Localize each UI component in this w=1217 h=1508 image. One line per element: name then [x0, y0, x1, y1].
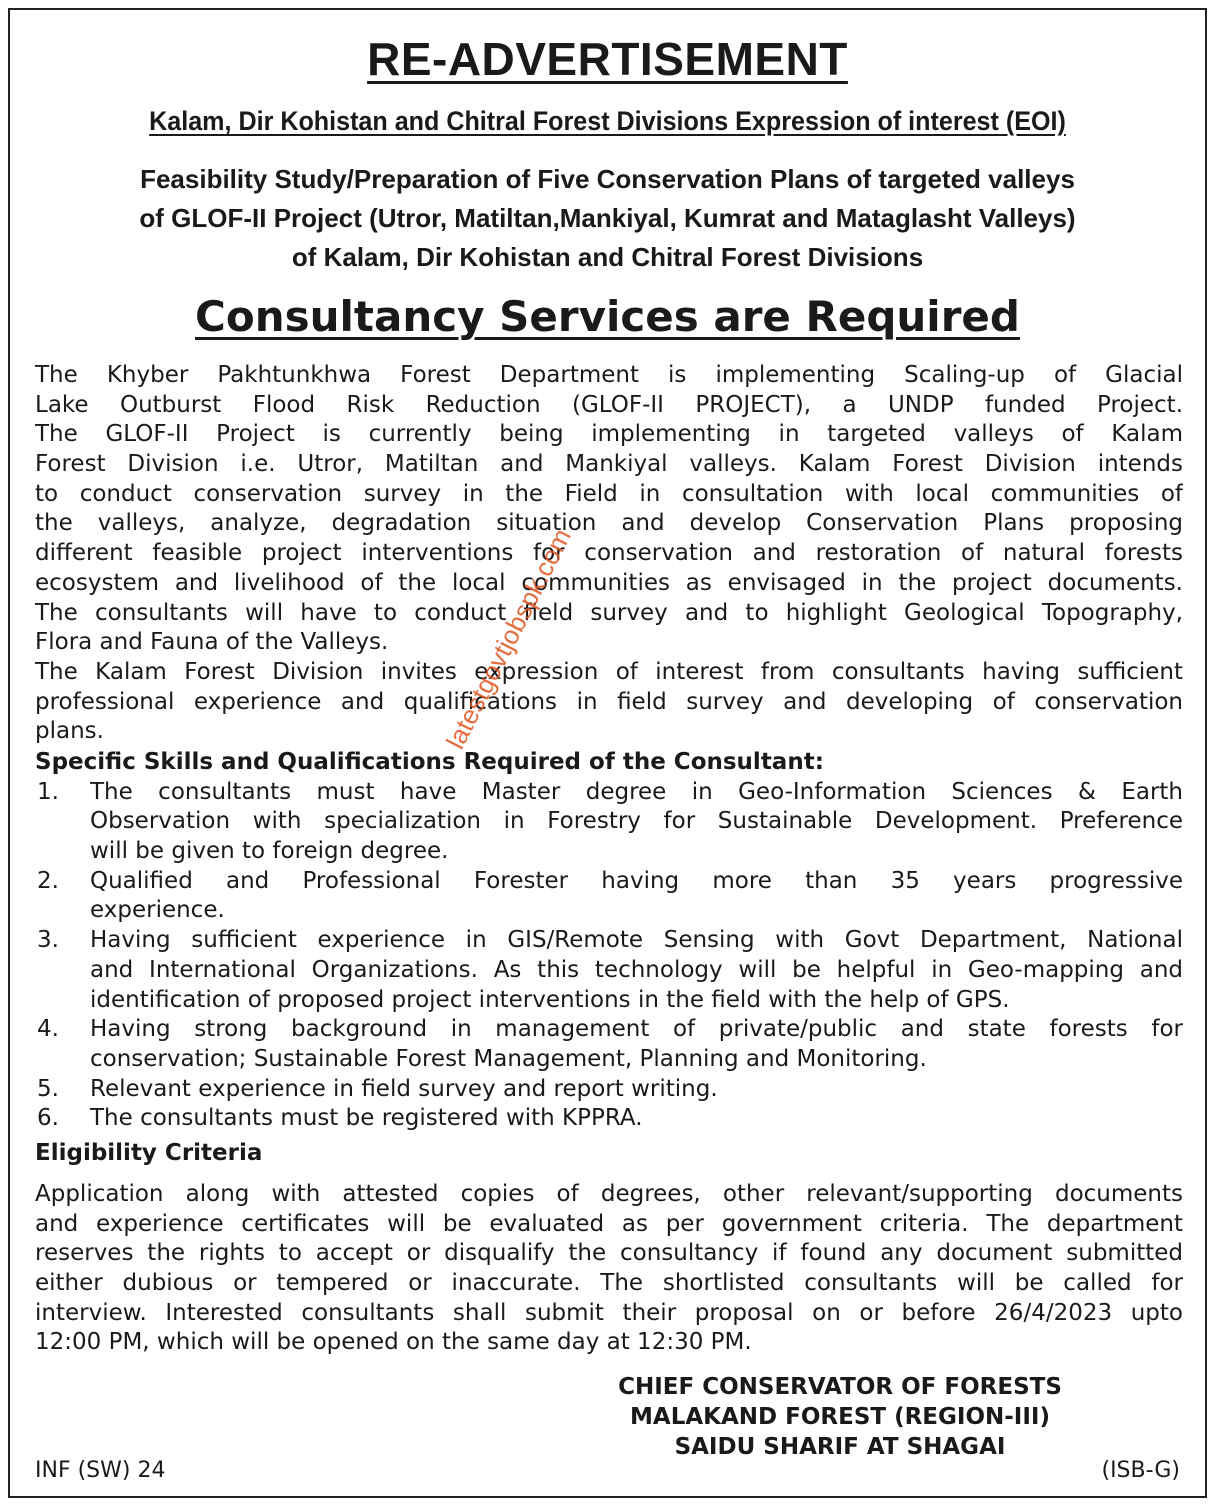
eligibility-line: reserves the rights to accept or disqualify the consultancy if found any document submitted: [35, 1240, 1183, 1267]
skills-section: [35, 748, 1183, 1134]
intro-line: The consultants will have to conduct field survey and to highlight Geological Topography,: [35, 599, 1183, 626]
list-item: [35, 1015, 1183, 1074]
item-line: and International Organizations. As this technology will be helpful in Geo-mapping and: [90, 956, 1183, 983]
item-line: Having sufficient experience in GIS/Remote Sensing with Govt Department, National: [90, 927, 1183, 954]
eligibility-line: and experience certificates will be evaluated as per government criteria. The department: [35, 1210, 1183, 1237]
advertisement-frame: [8, 8, 1207, 1498]
item-line: The consultants must have Master degree in Geo-Information Sciences & Earth: [90, 778, 1183, 805]
item-line: The consultants must be registered with KPPRA.: [90, 1105, 643, 1132]
item-number: 2.: [37, 867, 59, 894]
intro-line: the valleys, analyze, degradation situation and develop Conservation Plans proposing: [35, 510, 1183, 537]
item-line: identification of proposed project interventions in the field with the help of GPS.: [90, 986, 1010, 1013]
intro-line: The GLOF-II Project is currently being implementing in targeted valleys of Kalam: [35, 421, 1183, 448]
item-number: 1.: [37, 778, 59, 805]
item-line: Observation with specialization in Forestry for Sustainable Development. Preference: [90, 808, 1183, 835]
footer-reference: INF (SW) 24: [35, 1458, 166, 1483]
eligibility-line: 12:00 PM, which will be opened on the same day at 12:30 PM.: [35, 1329, 752, 1356]
list-item: [35, 867, 1183, 926]
invite-line: professional experience and qualifications in field survey and developing of conservation: [35, 688, 1183, 715]
item-line: Relevant experience in field survey and report writing.: [90, 1075, 718, 1102]
list-item: [35, 1075, 1183, 1105]
study-line: of GLOF-II Project (Utror, Matiltan,Mankiyal, Kumrat and Mataglasht Valleys): [139, 203, 1076, 233]
eligibility-line: either dubious or tempered or inaccurate. The shortlisted consultants will be called for: [35, 1270, 1183, 1297]
study-description: [30, 160, 1185, 277]
eligibility-paragraph: [35, 1180, 1183, 1358]
item-line: conservation; Sustainable Forest Management, Planning and Monitoring.: [90, 1045, 927, 1072]
page-title: RE-ADVERTISEMENT: [367, 33, 848, 85]
item-line: experience.: [90, 897, 225, 924]
list-item: [35, 778, 1183, 867]
study-line: of Kalam, Dir Kohistan and Chitral Forest Divisions: [291, 242, 924, 272]
intro-line: Forest Division i.e. Utror, Matiltan and Mankiyal valleys. Kalam Forest Division intends: [35, 451, 1183, 478]
footer-code: (ISB-G): [1101, 1458, 1180, 1483]
item-line: Having strong background in management of private/public and state forests for: [90, 1016, 1183, 1043]
intro-line: ecosystem and livelihood of the local communities as envisaged in the project documents.: [35, 569, 1183, 596]
subtitle: Kalam, Dir Kohistan and Chitral Forest Divisions Expression of interest (EOI): [149, 106, 1066, 136]
item-number: 6.: [37, 1105, 59, 1132]
study-line: Feasibility Study/Preparation of Five Conservation Plans of targeted valleys: [140, 164, 1075, 194]
signature-line: CHIEF CONSERVATOR OF FORESTS: [618, 1374, 1062, 1400]
intro-line: Lake Outburst Flood Risk Reduction (GLOF-II PROJECT), a UNDP funded Project.: [35, 391, 1183, 418]
item-line: Qualified and Professional Forester having more than 35 years progressive: [90, 867, 1183, 894]
item-number: 3.: [37, 927, 59, 954]
intro-line: different feasible project interventions for conservation and restoration of natural forests: [35, 540, 1183, 567]
intro-line: Flora and Fauna of the Valleys.: [35, 629, 389, 656]
item-line: will be given to foreign degree.: [90, 838, 449, 865]
invite-line: plans.: [35, 718, 104, 745]
eligibility-line: interview. Interested consultants shall submit their proposal on or before 26/4/2023 upto: [35, 1299, 1183, 1326]
item-number: 4.: [37, 1016, 59, 1043]
eligibility-line: Application along with attested copies of degrees, other relevant/supporting documents: [35, 1181, 1183, 1207]
intro-line: The Khyber Pakhtunkhwa Forest Department is implementing Scaling-up of Glacial: [35, 362, 1183, 388]
signature-line: MALAKAND FOREST (REGION-III): [630, 1404, 1050, 1430]
intro-paragraph: [35, 361, 1183, 747]
item-number: 5.: [37, 1075, 59, 1102]
intro-line: to conduct conservation survey in the Field in consultation with local communities of: [35, 480, 1183, 507]
signature-line: SAIDU SHARIF AT SHAGAI: [674, 1434, 1006, 1460]
eligibility-heading: Eligibility Criteria: [35, 1140, 263, 1166]
watermark-text: latestgovtjobspk.com: [440, 523, 577, 754]
invite-line: The Kalam Forest Division invites expression of interest from consultants having sufficient: [35, 658, 1183, 685]
list-item: [35, 926, 1183, 1015]
signature-block: [510, 1372, 1170, 1462]
section-heading: Consultancy Services are Required: [195, 292, 1020, 341]
advertisement-document: [10, 10, 1205, 1496]
list-item: [35, 1104, 1183, 1134]
skills-heading: Specific Skills and Qualifications Required of the Consultant:: [35, 749, 824, 775]
